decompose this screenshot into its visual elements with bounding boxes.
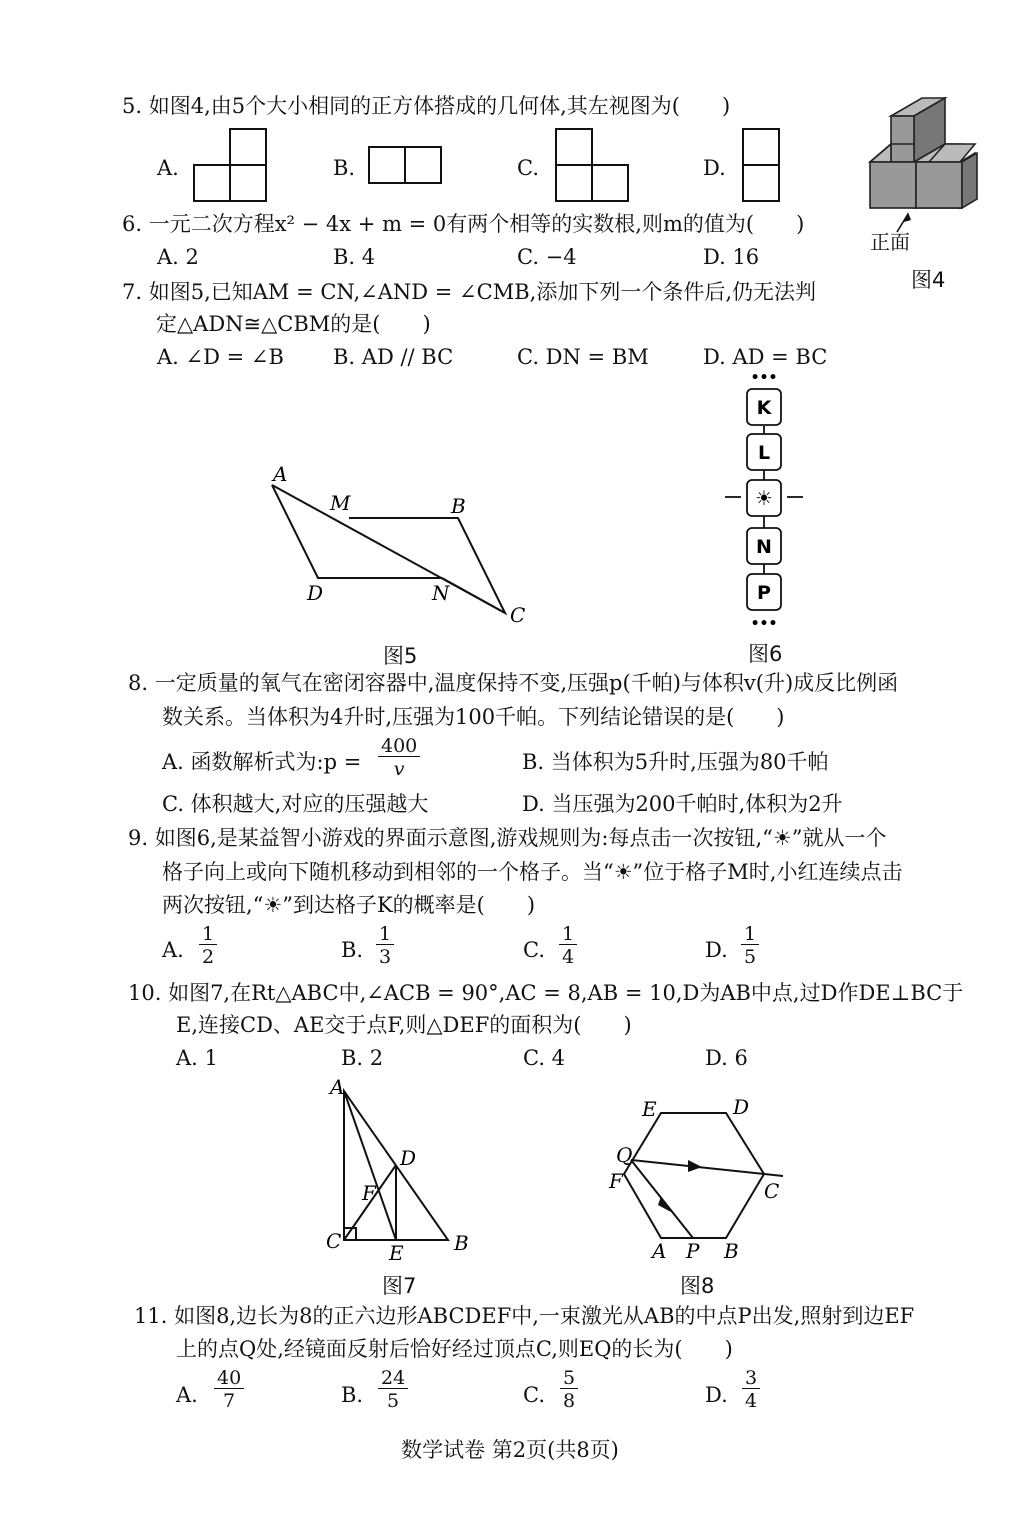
q6-option-d: D. 16 <box>703 245 760 269</box>
fig5-point-n: N <box>432 581 450 605</box>
q10-option-a: A. 1 <box>176 1046 218 1070</box>
fig8-point-e: E <box>642 1097 657 1121</box>
q11-option-b-label: B. <box>341 1383 364 1407</box>
fig6-caption: 图6 <box>748 642 783 666</box>
q7-option-d: D. AD = BC <box>703 345 828 369</box>
q10-option-d: D. 6 <box>705 1046 748 1070</box>
q9-option-c-label: C. <box>523 938 545 962</box>
fig4-front-label: 正面 <box>870 230 910 254</box>
q11-stem-line2: 上的点Q处,经镜面反射后恰好经过顶点C,则EQ的长为( ) <box>176 1337 733 1361</box>
q10-option-b: B. 2 <box>341 1046 384 1070</box>
q5-option-d: D. <box>703 156 726 180</box>
q9-stem-line1: 9. 如图6,是某益智小游戏的界面示意图,游戏规则为:每点击一次按钮,“☀”就从一个 <box>128 826 887 850</box>
q11-option-a-fraction <box>214 1369 244 1411</box>
q11-option-d-label: D. <box>705 1383 728 1407</box>
fig5-point-d: D <box>307 581 324 605</box>
q5-option-a: A. <box>157 156 179 180</box>
q9-stem-line2: 格子向上或向下随机移动到相邻的一个格子。当“☀”位于格子M时,小红连续点击 <box>162 860 903 884</box>
q9-option-b-den: 3 <box>379 946 392 968</box>
q11-option-a-den: 7 <box>223 1390 236 1412</box>
q9-option-b-label: B. <box>341 938 364 962</box>
q11-option-b-fraction <box>378 1369 408 1411</box>
q11-option-a-label: A. <box>176 1383 198 1407</box>
q8-option-d: D. 当压强为200千帕时,体积为2升 <box>522 792 843 816</box>
fig8-point-c: C <box>764 1179 780 1203</box>
page-footer: 数学试卷 第2页(共8页) <box>401 1438 619 1462</box>
q10-stem-line1: 10. 如图7,在Rt△ABC中,∠ACB = 90°,AC = 8,AB = 10,D为AB中点,过D作DE⊥BC于 <box>128 981 964 1005</box>
fig4-caption: 图4 <box>911 268 946 292</box>
q7-stem-line1: 7. 如图5,已知AM = CN,∠AND = ∠CMB,添加下列一个条件后,仍无法判 <box>122 280 817 304</box>
q9-option-a-den: 2 <box>202 946 215 968</box>
q11-option-d-fraction <box>742 1369 760 1411</box>
fig7-point-f: F <box>362 1181 376 1205</box>
q11-option-c-label: C. <box>523 1383 545 1407</box>
q11-stem-line1: 11. 如图8,边长为8的正六边形ABCDEF中,一束激光从AB的中点P出发,照射到边EF <box>134 1304 915 1328</box>
fig6-cell-l: L <box>757 442 771 464</box>
q11-option-b-num: 24 <box>378 1369 408 1389</box>
fig6-cell-k: K <box>756 397 772 419</box>
q11-option-d-den: 4 <box>745 1390 758 1412</box>
fig6-sun-icon: ☀ <box>755 486 773 510</box>
q9-option-a-num: 1 <box>199 925 217 945</box>
fig7-point-c: C <box>326 1229 342 1253</box>
q11-option-d-num: 3 <box>742 1369 760 1389</box>
q9-option-b-num: 1 <box>376 925 394 945</box>
q9-option-d-num: 1 <box>741 925 759 945</box>
fig6-cell-p: P <box>757 582 771 604</box>
fig8-caption: 图8 <box>680 1274 715 1298</box>
q6-option-c: C. −4 <box>517 245 577 269</box>
q11-option-a-num: 40 <box>214 1369 244 1389</box>
q10-stem-line2: E,连接CD、AE交于点F,则△DEF的面积为( ) <box>176 1013 632 1037</box>
q8-stem-line1: 8. 一定质量的氧气在密闭容器中,温度保持不变,压强p(千帕)与体积v(升)成反比例函 <box>128 671 899 695</box>
q7-option-c: C. DN = BM <box>517 345 649 369</box>
q8-option-a-prefix: A. 函数解析式为:p = <box>162 750 362 774</box>
q8-option-c: C. 体积越大,对应的压强越大 <box>162 792 429 816</box>
fig7-point-a: A <box>330 1075 345 1099</box>
fig8-point-a: A <box>652 1239 667 1263</box>
fig8-point-d: D <box>733 1095 750 1119</box>
fig6-dots-top: ••• <box>750 370 778 386</box>
q9-stem-line3: 两次按钮,“☀”到达格子K的概率是( ) <box>162 893 536 917</box>
fig5-caption: 图5 <box>383 644 418 668</box>
q5-option-c: C. <box>517 156 539 180</box>
q9-option-c-den: 4 <box>562 946 575 968</box>
q11-option-c-den: 8 <box>563 1390 576 1412</box>
q6-stem: 6. 一元二次方程x² − 4x + m = 0有两个相等的实数根,则m的值为( ) <box>122 212 805 236</box>
fig6-dots-bottom: ••• <box>750 616 778 632</box>
q11-option-b-den: 5 <box>387 1390 400 1412</box>
fig7-point-b: B <box>454 1231 469 1255</box>
fig8-point-f: F <box>609 1169 623 1193</box>
q5-stem: 5. 如图4,由5个大小相同的正方体搭成的几何体,其左视图为( ) <box>122 94 731 118</box>
q9-option-d-label: D. <box>705 938 728 962</box>
q9-option-d-den: 5 <box>744 946 757 968</box>
q8-option-a-numerator: 400 <box>378 737 420 757</box>
fig5-point-c: C <box>510 603 526 627</box>
q8-option-b: B. 当体积为5升时,压强为80千帕 <box>522 750 829 774</box>
q11-option-c-num: 5 <box>560 1369 578 1389</box>
q5-option-b: B. <box>333 156 356 180</box>
q8-option-a-denominator: v <box>393 758 405 780</box>
fig7-point-d: D <box>400 1146 417 1170</box>
q9-option-a-label: A. <box>162 938 184 962</box>
q10-option-c: C. 4 <box>523 1046 566 1070</box>
fig7-caption: 图7 <box>382 1274 417 1298</box>
fig5-point-b: B <box>451 494 466 518</box>
fig5-point-a: A <box>273 462 288 486</box>
q9-option-c-num: 1 <box>559 925 577 945</box>
fig8-point-q: Q <box>616 1143 633 1167</box>
fig6-cell-n: N <box>756 536 772 558</box>
fig7-point-e: E <box>389 1241 404 1265</box>
q8-stem-line2: 数关系。当体积为4升时,压强为100千帕。下列结论错误的是( ) <box>162 705 785 729</box>
q7-option-a: A. ∠D = ∠B <box>157 345 284 369</box>
q7-option-b: B. AD // BC <box>333 345 454 369</box>
q6-option-b: B. 4 <box>333 245 376 269</box>
q6-option-a: A. 2 <box>157 245 199 269</box>
fig8-point-p: P <box>686 1239 700 1263</box>
fig5-point-m: M <box>330 491 351 515</box>
q7-stem-line2: 定△ADN≅△CBM的是( ) <box>156 312 431 336</box>
q11-option-c-fraction <box>560 1369 578 1411</box>
fig8-point-b: B <box>724 1239 739 1263</box>
